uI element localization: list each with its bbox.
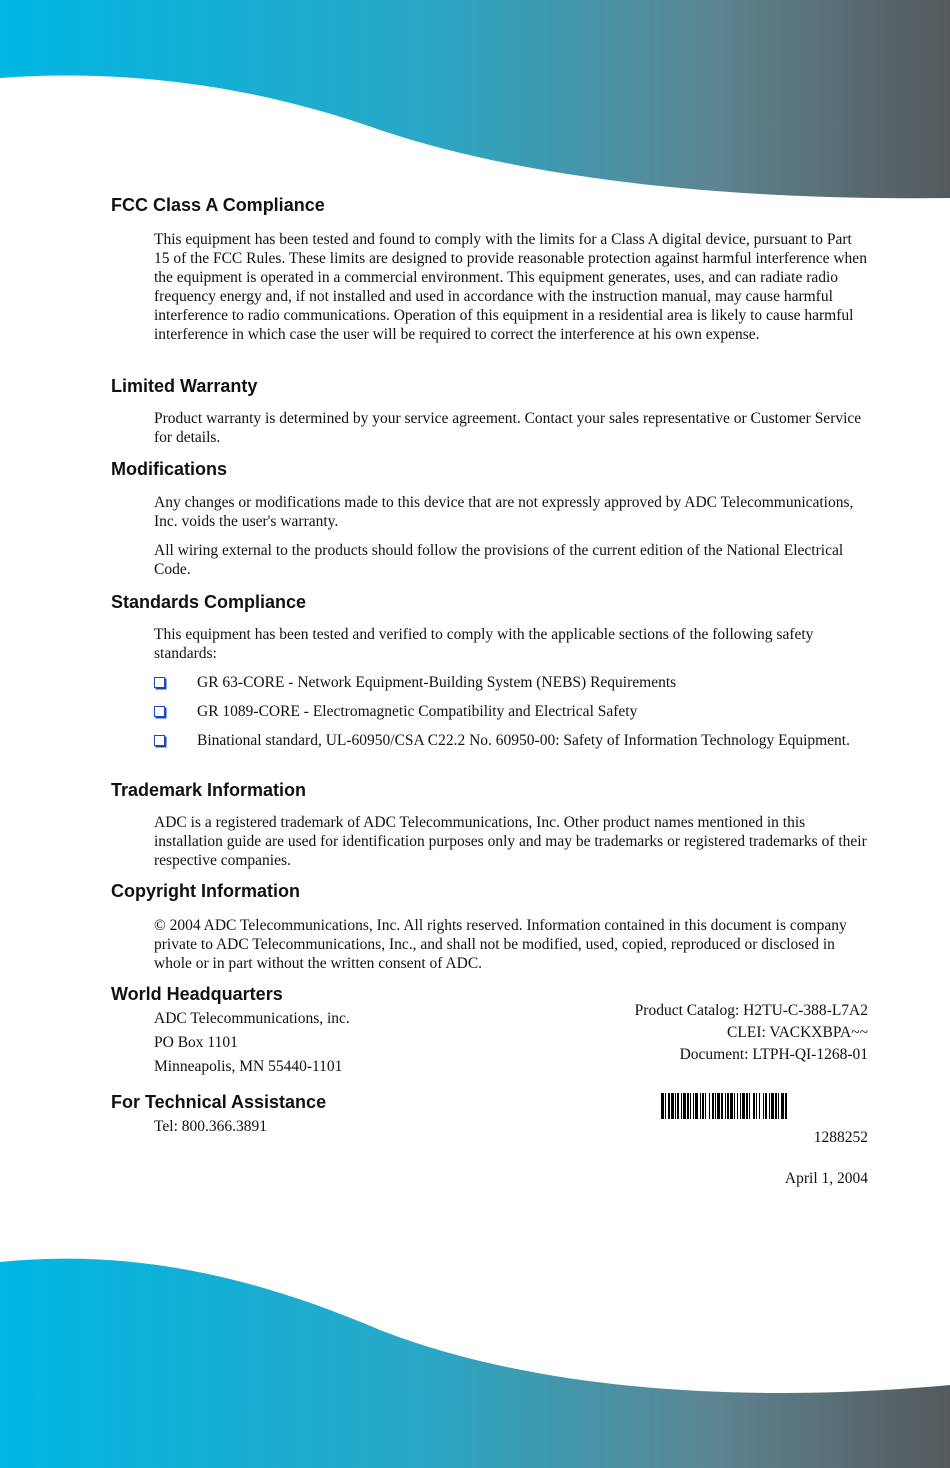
modifications-text-1: Any changes or modifications made to this device that are not expressly approved by ADC Telecommunications, Inc. voids the user's warranty. [154,494,854,530]
barcode-bar [730,1093,733,1119]
barcode-image [661,1093,868,1119]
barcode-bar [695,1093,698,1119]
barcode-bar [785,1093,787,1119]
standards-intro: This equipment has been tested and verified to comply with the applicable sections of the following safety standards: [154,626,814,662]
barcode-bar [734,1093,735,1119]
barcode-bar [715,1093,716,1119]
document-date: April 1, 2004 [784,1170,868,1187]
product-catalog: Product Catalog: H2TU-C-388-L7A2 [634,1002,868,1019]
barcode-bar [746,1093,748,1119]
tech-assistance-heading: For Technical Assistance [111,1092,327,1112]
barcode-bar [671,1093,674,1119]
barcode-bar [677,1093,679,1119]
trademark-heading: Trademark Information [111,780,307,800]
barcode-bar [668,1093,670,1119]
standards-item-text: Binational standard, UL-60950/CSA C22.2 No. 60950-00: Safety of Information Technology Equipment. [197,732,850,749]
barcode-bar [763,1093,764,1119]
checkbox-bullet-icon [154,706,165,717]
barcode-bar [717,1093,720,1119]
modifications-heading: Modifications [111,459,227,479]
barcode-bar [675,1093,676,1119]
fcc-heading: FCC Class A Compliance [111,195,325,215]
barcode-bar [690,1093,691,1119]
barcode-bar [721,1093,723,1119]
barcode-bar [681,1093,682,1119]
barcode-bar [753,1093,755,1119]
headquarters-company: ADC Telecommunications, inc. [154,1010,350,1027]
barcode-bar [709,1093,710,1119]
barcode-bar [700,1093,701,1119]
barcode-bar [737,1093,738,1119]
barcode-bar [687,1093,689,1119]
barcode-bar [749,1093,750,1119]
warranty-heading: Limited Warranty [111,376,258,396]
warranty-text: Product warranty is determined by your service agreement. Contact your sales representative or Customer Service for details. [154,410,862,446]
clei-code: CLEI: VACKXBPA~~ [727,1024,868,1041]
standards-item-text: GR 1089-CORE - Electromagnetic Compatibility and Electrical Safety [197,703,638,720]
trademark-text: ADC is a registered trademark of ADC Telecommunications, Inc. Other product names mentioned in this installation guide are used for identification purposes only and may be trademarks or registered trademarks of their respective companies. [154,814,867,869]
tech-assistance-phone: Tel: 800.366.3891 [154,1118,268,1135]
barcode-bar [778,1093,779,1119]
headquarters-city: Minneapolis, MN 55440-1101 [154,1058,343,1075]
barcode-bar [712,1093,714,1119]
barcode-bar [683,1093,686,1119]
barcode-bar [665,1093,666,1119]
barcode-bar [781,1093,784,1119]
barcode-bar [727,1093,729,1119]
barcode-bar [765,1093,767,1119]
standards-item-text: GR 63-CORE - Network Equipment-Building System (NEBS) Requirements [197,674,677,691]
barcode-bar [693,1093,694,1119]
top-wave-banner [0,0,950,205]
barcode-number: 1288252 [813,1129,868,1146]
copyright-heading: Copyright Information [111,881,300,901]
checkbox-bullet-icon [154,677,165,688]
modifications-text-2: All wiring external to the products should follow the provisions of the current edition of the National Electrical Code. [154,542,844,578]
barcode-bar [702,1093,704,1119]
standards-heading: Standards Compliance [111,592,307,612]
headquarters-heading: World Headquarters [111,984,283,1004]
checkbox-bullet-icon [154,735,165,746]
barcode-bar [705,1093,706,1119]
fcc-text: This equipment has been tested and found to comply with the limits for a Class A digital device, pursuant to Part 15 of the FCC Rules. These limits are designed to provide reasonable protection against harmful interference when the equipment is operated in a commercial environment. This equipment generates, uses, and can radiate radio frequency energy and, if not installed and used in accordance with the instruction manual, may cause harmful interference to radio communications. Operation of this equipment in a residential area is likely to cause harmful interference in which case the user will be required to correct the interference at his own expense. [154,231,867,343]
bottom-wave-banner [0,1250,950,1468]
barcode-bar [769,1093,770,1119]
barcode-bar [775,1093,777,1119]
barcode-bar [771,1093,774,1119]
headquarters-po-box: PO Box 1101 [154,1034,238,1051]
barcode-bar [661,1093,664,1119]
barcode-bar [756,1093,757,1119]
document-number: Document: LTPH-QI-1268-01 [679,1046,868,1063]
barcode-bar [740,1093,741,1119]
barcode-bar [742,1093,745,1119]
copyright-text: © 2004 ADC Telecommunications, Inc. All rights reserved. Information contained in this document is company private to ADC Telecommunications, Inc., and shall not be modified, used, copied, reproduced or disclosed in whole or in part without the written consent of ADC. [154,917,847,972]
barcode-bar [725,1093,726,1119]
barcode-bar [759,1093,760,1119]
